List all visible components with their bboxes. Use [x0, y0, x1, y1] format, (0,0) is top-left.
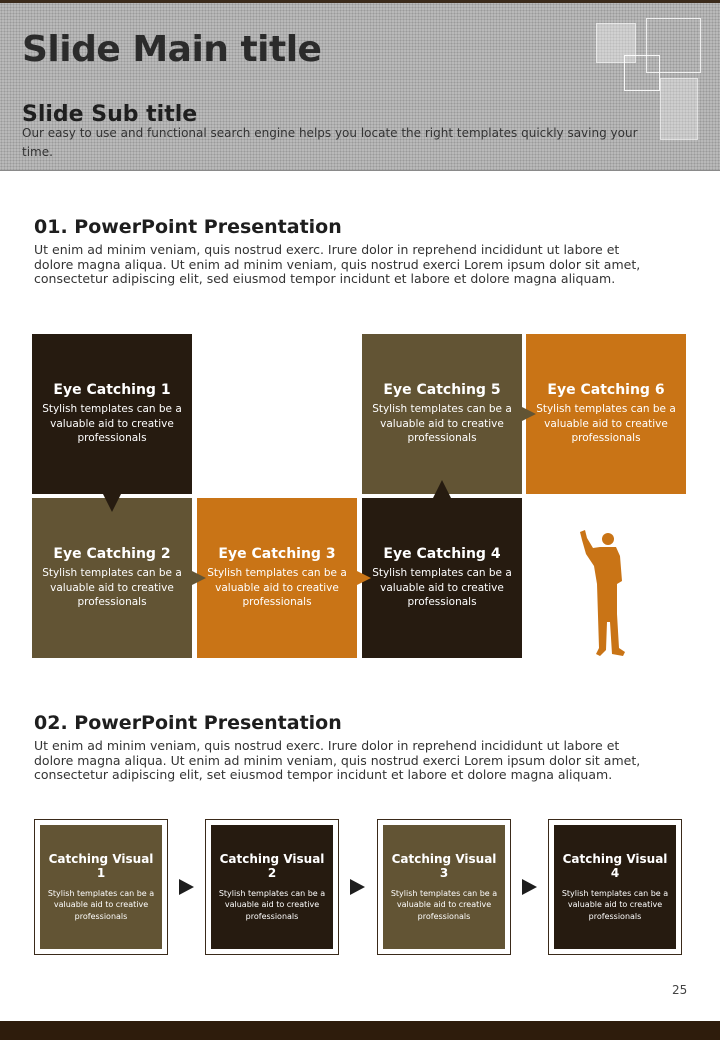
box-description: Stylish templates can be a valuable aid to creative professionals: [536, 403, 676, 445]
card-title: Catching Visual 1: [48, 851, 154, 881]
catching-visual-card-4: [548, 819, 682, 955]
box-description: Stylish templates can be a valuable aid to creative professionals: [372, 567, 512, 609]
sub-title: Slide Sub title: [22, 102, 198, 127]
card-content: [383, 825, 505, 949]
box-title: Eye Catching 6: [547, 382, 665, 399]
sub-title-description: Our easy to use and functional search engine helps you locate the right templates quickly saving your time.: [22, 126, 638, 159]
eye-catching-box-5: [362, 334, 522, 494]
card-description: Stylish templates can be a valuable aid to creative professionals: [218, 888, 326, 921]
catching-visual-card-1: [34, 819, 168, 955]
eye-catching-box-3: [197, 498, 357, 658]
box-description: Stylish templates can be a valuable aid to creative professionals: [207, 567, 347, 609]
card-content: [554, 825, 676, 949]
arrow-right-icon: [522, 407, 536, 421]
card-content: [211, 825, 333, 949]
arrow-right-icon: [192, 571, 206, 585]
box-description: Stylish templates can be a valuable aid to creative professionals: [42, 403, 182, 445]
arrow-down-icon: [103, 494, 121, 512]
card-description: Stylish templates can be a valuable aid to creative professionals: [47, 888, 155, 921]
section-2-title: 02. PowerPoint Presentation: [34, 712, 342, 734]
eye-catching-box-1: [32, 334, 192, 494]
box-title: Eye Catching 4: [383, 546, 501, 563]
slide-header: [0, 3, 720, 171]
card-content: [40, 825, 162, 949]
arrow-right-icon: [357, 571, 371, 585]
section-1-title: 01. PowerPoint Presentation: [34, 216, 342, 238]
main-title: Slide Main title: [22, 29, 322, 70]
box-description: Stylish templates can be a valuable aid to creative professionals: [42, 567, 182, 609]
card-title: Catching Visual 2: [219, 851, 325, 881]
box-title: Eye Catching 3: [218, 546, 336, 563]
eye-catching-box-4: [362, 498, 522, 658]
box-description: Stylish templates can be a valuable aid to creative professionals: [372, 403, 512, 445]
decorative-square: [624, 55, 660, 91]
triangle-right-icon: [522, 879, 537, 895]
triangle-right-icon: [179, 879, 194, 895]
card-description: Stylish templates can be a valuable aid to creative professionals: [561, 888, 669, 921]
arrow-up-icon: [433, 480, 451, 498]
footer-bar: [0, 1021, 720, 1040]
box-title: Eye Catching 5: [383, 382, 501, 399]
eye-catching-box-6: [526, 334, 686, 494]
person-silhouette-icon: [578, 526, 638, 658]
section-1-body: Ut enim ad minim veniam, quis nostrud exerc. Irure dolor in reprehend incididunt ut labore et dolore magna aliqua. Ut enim ad minim veniam, quis nostrud exerci Lorem ipsum dolor sit amet, consectetur adipiscing elit, sed eiusmod tempor incidunt et labore et dolore magna aliquam.: [34, 242, 641, 286]
box-title: Eye Catching 1: [53, 382, 171, 399]
card-title: Catching Visual 3: [391, 851, 497, 881]
card-description: Stylish templates can be a valuable aid to creative professionals: [390, 888, 498, 921]
catching-visual-card-2: [205, 819, 339, 955]
decorative-square: [660, 78, 698, 140]
page-number: 25: [672, 983, 688, 997]
triangle-right-icon: [350, 879, 365, 895]
section-2-body: Ut enim ad minim veniam, quis nostrud exerc. Irure dolor in reprehend incididunt ut labore et dolore magna aliqua. Ut enim ad minim veniam, quis nostrud exerci Lorem ipsum dolor sit amet, consectetur adipiscing elit, set eiusmod tempor incidunt et labore et dolore magna aliquam.: [34, 738, 641, 782]
card-title: Catching Visual 4: [562, 851, 668, 881]
catching-visual-card-3: [377, 819, 511, 955]
box-title: Eye Catching 2: [53, 546, 171, 563]
eye-catching-box-2: [32, 498, 192, 658]
